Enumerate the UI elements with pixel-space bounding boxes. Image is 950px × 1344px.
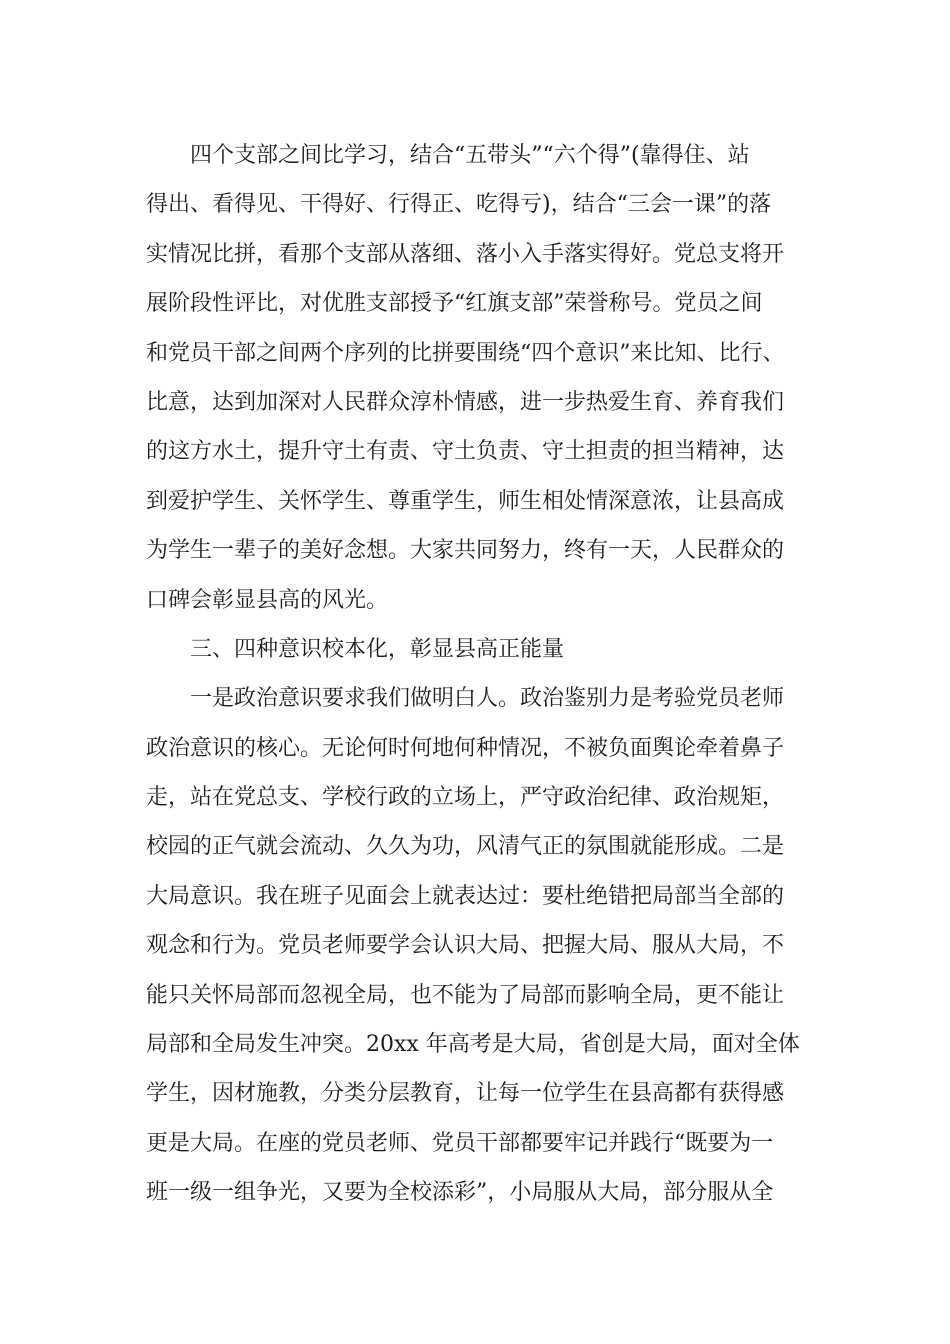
text-line: 到爱护学生、关怀学生、尊重学生，师生相处情深意浓，让县高成 [146,488,785,514]
text-line: 局部和全局发生冲突。20xx 年高考是大局，省创是大局，面对全体 [146,1032,800,1058]
text-line: 实情况比拼，看那个支部从落细、落小入手落实得好。党总支将开 [146,241,785,267]
text-line: 政治意识的核心。无论何时何地何种情况，不被负面舆论牵着鼻子 [146,735,785,761]
text-line: 学生，因材施教，分类分层教育，让每一位学生在县高都有获得感 [146,1081,785,1107]
text-line: 一是政治意识要求我们做明白人。政治鉴别力是考验党员老师 [190,686,785,712]
text-line: 得出、看得见、干得好、行得正、吃得亏)，结合“三会一课”的落 [146,192,772,218]
text-line: 四个支部之间比学习，结合“五带头”“六个得”(靠得住、站 [190,143,750,168]
section-heading: 三、四种意识校本化，彰显县高正能量 [190,636,565,662]
text-line: 能只关怀局部而忽视全局，也不能为了局部而影响全局，更不能让 [146,982,785,1008]
text-line: 和党员干部之间两个序列的比拼要围绕“四个意识”来比知、比行、 [146,340,785,366]
text-line: 观念和行为。党员老师要学会认识大局、把握大局、服从大局，不 [146,933,785,959]
text-line: 班一级一组争光，又要为全校添彩”，小局服从大局，部分服从全 [146,1180,774,1206]
text-line: 校园的正气就会流动、久久为功，风清气正的氛围就能形成。二是 [146,834,785,860]
text-line: 的这方水土，提升守土有责、守土负责、守土担责的担当精神，达 [146,439,785,465]
text-line: 走，站在党总支、学校行政的立场上，严守政治纪律、政治规矩， [146,785,785,811]
text-line: 比意，达到加深对人民群众淳朴情感，进一步热爱生育、养育我们 [146,389,785,415]
document-body [146,131,806,1218]
text-line: 更是大局。在座的党员老师、党员干部都要牢记并践行“既要为一 [146,1130,774,1156]
text-line: 大局意识。我在班子见面会上就表达过：要杜绝错把局部当全部的 [146,883,785,909]
text-line: 为学生一辈子的美好念想。大家共同努力，终有一天，人民群众的 [146,538,785,564]
text-line: 展阶段性评比，对优胜支部授予“红旗支部”荣誉称号。党员之间 [146,291,763,317]
text-line: 口碑会彰显县高的风光。 [146,587,389,613]
